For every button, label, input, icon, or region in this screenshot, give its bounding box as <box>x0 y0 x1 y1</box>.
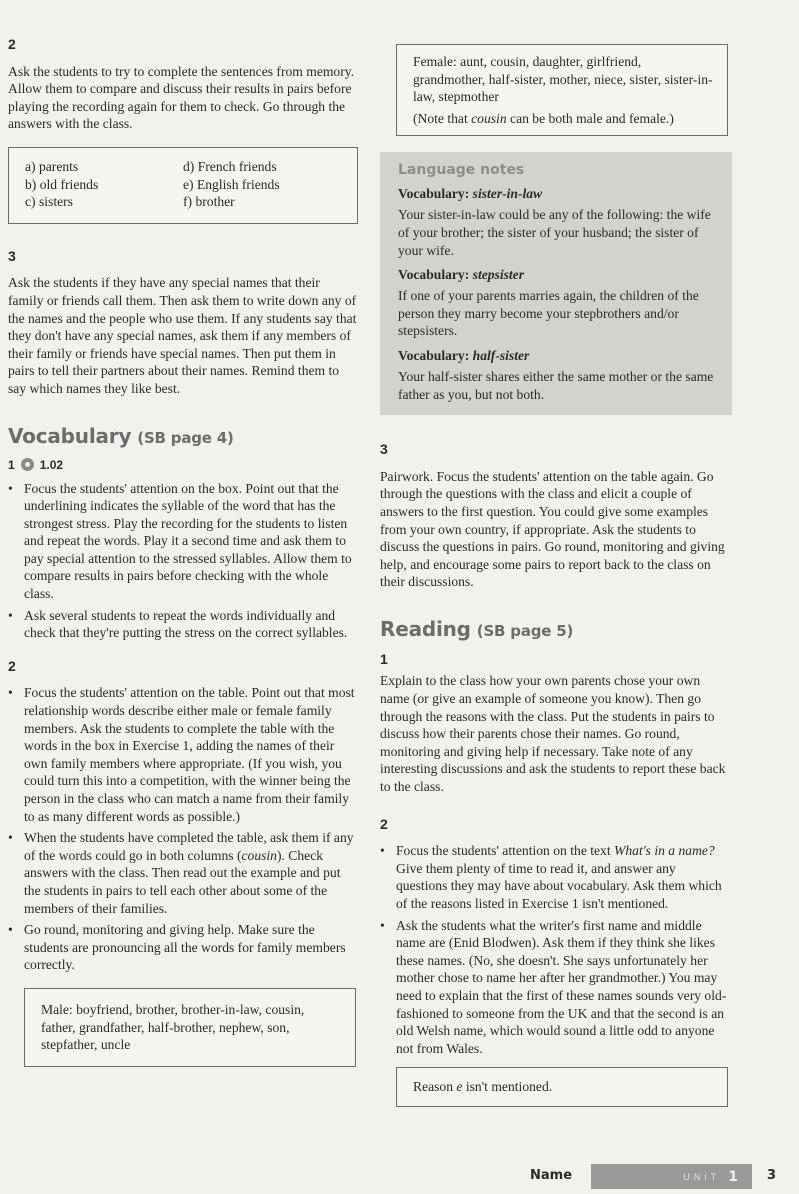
vocabulary-sb-page: (SB page 4) <box>137 428 234 447</box>
note-label: Vocabulary: <box>398 267 473 283</box>
list-item: • Focus the students' attention on the table. Point out that most relationship words describe either male or female family members. Ask the students to complete the table with the words in the box in Exercise 1, adding the names of their own family members where appropriate. (If you wish, you could turn this into a competition, with the winner being the person in the class who can match a name from their family to as many different words as possible.) <box>8 684 358 825</box>
reading-2-number: 2 <box>380 815 388 832</box>
reading-title: Reading <box>380 616 471 641</box>
note-term: half-sister <box>472 347 530 363</box>
section-3-number: 3 <box>380 441 388 458</box>
list-item-text: When the students have completed the table, ask them if any of the words could go in both columns (cousin). Check answers with the class. Then read out the example and put the students in pairs to tell each other about some of the members of their families. <box>24 830 354 916</box>
note-label: Vocabulary: <box>398 347 473 363</box>
answer-d: d) French friends <box>183 158 277 174</box>
footer-name-label: Name <box>530 1168 573 1183</box>
section-2-number: 2 <box>8 36 16 52</box>
list-item: • Focus the students' attention on the text What's in a name? Give them plenty of time to read it, and answer any questions they may have about vocabulary. Ask them which of the reasons listed in Exercise 1 isn't mentioned. <box>380 842 730 912</box>
vocabulary-title: Vocabulary <box>8 423 132 448</box>
unit-number: 1 <box>728 1168 738 1185</box>
note-1-heading <box>398 186 718 202</box>
female-words: Female: aunt, cousin, daughter, girlfriend, grandmother, half-sister, mother, niece, sister, sister-in-law, stepmother <box>413 54 713 105</box>
reason-text: Reason e isn't mentioned. <box>413 1079 553 1095</box>
vocab-1-number: 1 <box>8 457 15 472</box>
list-item: • Focus the students' attention on the box. Point out that the underlining indicates the syllable of the word that has the strongest stress. Play the recording for the students to listen and repeat the words. Play it a second time and ask them to pay special attention to the stressed syllables. Allow them to compare results in pairs before checking with the whole class. <box>8 480 358 603</box>
note-2-text: If one of your parents marries again, the children of the person they marry become your stepbrothers and/or stepsisters. <box>398 288 699 339</box>
vocabulary-heading <box>8 424 358 448</box>
section-2-text: Ask the students to try to complete the sentences from memory. Allow them to compare and discuss their results in pairs before playing the recording again for them to check. Go through the answers with the class. <box>8 63 355 132</box>
note-2-heading <box>398 267 718 283</box>
language-notes-title: Language notes <box>398 162 525 179</box>
unit-label: UNIT <box>683 1171 721 1182</box>
reading-sb-page: (SB page 5) <box>476 621 574 640</box>
unit-bar <box>591 1164 752 1189</box>
vocab-1-header <box>8 458 358 472</box>
answers-column-1 <box>25 158 183 211</box>
audio-cd-icon <box>21 458 34 471</box>
vocab-2-bullets <box>8 684 358 974</box>
reading-1-number: 1 <box>380 650 388 667</box>
note-1-text: Your sister-in-law could be any of the following: the wife of your brother; the sister of your husband; the sister of your wife. <box>398 207 711 258</box>
reading-2-bullets <box>380 842 730 1057</box>
answer-c: c) sisters <box>25 194 73 210</box>
section-3-text: Ask the students if they have any special names that their family or friends call them. Then ask them to write down any of the names and the people who use them. If any students say that they don't have any special names, ask them if any members of their family or friends have special names. Then put them in pairs to tell their partners about their names. Remind them to say which names they like best. <box>8 275 357 396</box>
vocab-1-bullets <box>8 480 358 642</box>
answer-a: a) parents <box>25 158 79 174</box>
vocab-2-number: 2 <box>8 657 16 674</box>
page-number: 3 <box>767 1168 777 1183</box>
answer-b: b) old friends <box>25 176 99 192</box>
list-item: • Ask the students what the writer's first name and middle name are (Enid Blodwen). Ask them if they think she likes these names. (No, she doesn't. She says unfortunately her mother chose to name her after her grandmother.) You may need to explain that the first of these names sounds very old-fashioned to someone from the UK and that the second is an old Welsh name, which would sound a little odd to anyone not from Wales. <box>380 917 730 1058</box>
male-words-box: Male: boyfriend, brother, brother-in-law, cousin, father, grandfather, half-brother, nephew, son, stepfather, uncle <box>24 988 356 1067</box>
list-item: • Ask several students to repeat the words individually and check that they're putting the stress on the correct syllables. <box>8 607 358 642</box>
track-number: 1.02 <box>39 457 64 472</box>
note-label: Vocabulary: <box>398 186 473 202</box>
female-note-pre: (Note that <box>413 110 472 126</box>
note-term: sister-in-law <box>472 186 543 202</box>
female-words-box <box>396 44 728 136</box>
list-item <box>8 829 358 917</box>
answers-column-2 <box>183 158 353 211</box>
note-3-text: Your half-sister shares either the same mother or the same father as you, but not both. <box>398 368 714 402</box>
section-3-number: 3 <box>8 247 16 264</box>
language-notes-panel <box>380 152 732 415</box>
left-column <box>8 36 358 1067</box>
note-3-heading <box>398 348 718 364</box>
right-column <box>380 44 730 1107</box>
answer-e: e) English friends <box>183 176 280 192</box>
female-note-em: cousin <box>471 110 507 126</box>
female-note <box>413 110 713 128</box>
reading-heading <box>380 617 730 641</box>
list-item: • Go round, monitoring and giving help. Make sure the students are pronouncing all the words for family members correctly. <box>8 921 358 974</box>
answers-box <box>8 147 358 224</box>
reading-1-text: Explain to the class how your own parents chose your own name (or give an example of someone you know). Then go through the reasons with the class. Put the students in pairs to discuss how their parents chose their names. Go round, monitoring and giving help if necessary. Take note of any interesting discussions and ask the students to report these back to the class. <box>380 673 726 795</box>
answer-f: f) brother <box>183 194 235 210</box>
note-term: stepsister <box>472 267 525 283</box>
female-note-post: can be both male and female.) <box>506 110 674 126</box>
section-3-text: Pairwork. Focus the students' attention on the table again. Go through the questions with the class and elicit a couple of answers to the first question. You could give some examples from your own country, if appropriate. Ask the students to discuss the questions in pairs. Go round, monitoring and giving help, and encourage some pairs to report back to the class on their discussions. <box>380 468 725 590</box>
reason-box <box>396 1067 728 1107</box>
